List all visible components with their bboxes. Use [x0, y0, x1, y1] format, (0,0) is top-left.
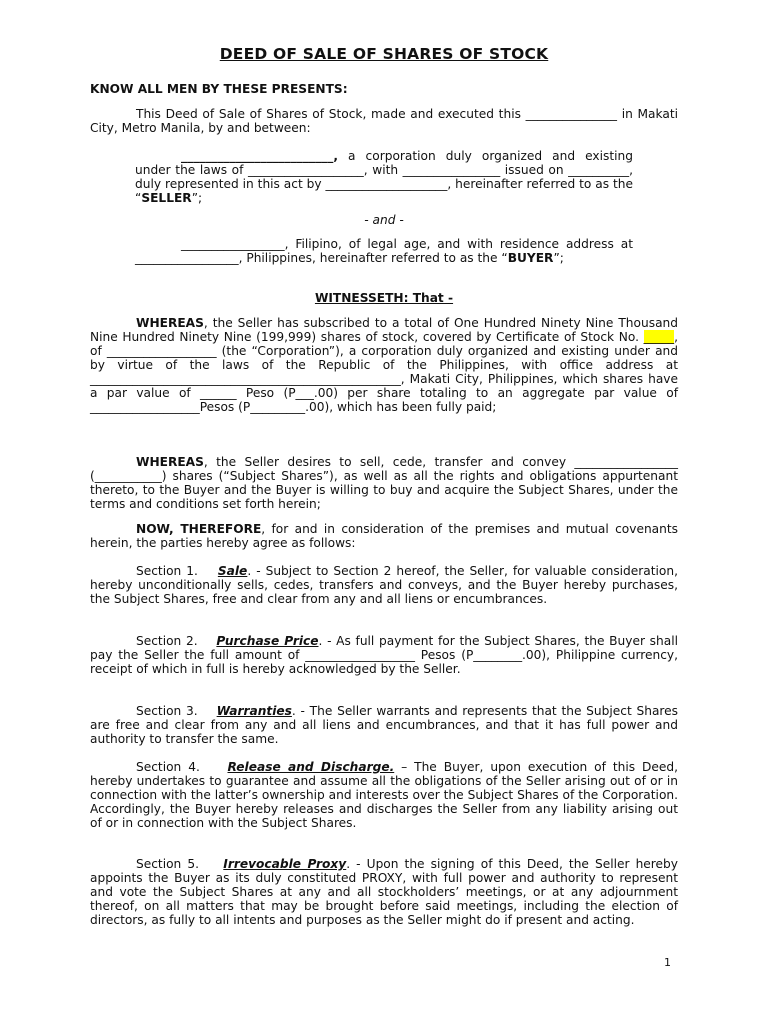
buyer-paragraph: _________________, Filipino, of legal age, and with residence address at _________________, Philippines, hereinafter referred to as the “BUYER”;: [135, 237, 633, 265]
seller-paragraph: _________________________, a corporation duly organized and existing under the laws of ___________________, with ________________ issued on __________, duly represented in this act by ____________________, hereinafter referred to as the “SELLER”;: [135, 149, 633, 205]
know-all-heading: KNOW ALL MEN BY THESE PRESENTS:: [90, 82, 348, 96]
seller-label: SELLER: [141, 191, 192, 205]
section-heading: Warranties: [216, 704, 292, 718]
section-heading: Release and Discharge.: [227, 760, 395, 774]
section-1: Section 1. Sale. - Subject to Section 2 hereof, the Seller, for valuable consideration, hereby unconditionally sells, cedes, transfers and conveys, and the Buyer hereby purchases, the Subject Shares, free and clear from any and all liens or encumbrances.: [90, 564, 678, 606]
seller-name-blank: _________________________,: [181, 149, 338, 163]
section-heading: Irrevocable Proxy: [223, 857, 347, 871]
intro-paragraph: This Deed of Sale of Shares of Stock, made and executed this _______________ in Makati City, Metro Manila, by and between:: [90, 107, 678, 135]
whereas-paragraph-2: WHEREAS, the Seller desires to sell, cede, transfer and convey _________________ (___________) shares (“Subject Shares”), as well as all the rights and obligations appurtenant thereto, to the Buyer and the Buyer is willing to buy and acquire the Subject Shares, under the terms and conditions set forth herein;: [90, 455, 678, 511]
section-4: Section 4. Release and Discharge. – The Buyer, upon execution of this Deed, hereby undertakes to guarantee and assume all the obligations of the Seller arising out of or in connection with the latter’s ownership and interests over the Subject Shares of the Corporation. Accordingly, the Buyer hereby releases and discharges the Seller from any liability arising out of or in connection with the Subject Shares.: [90, 760, 678, 830]
witnesseth-heading: WITNESSETH: That -: [314, 291, 454, 305]
certificate-number-blank: _____: [643, 330, 675, 344]
buyer-label: BUYER: [507, 251, 554, 265]
section-heading: Purchase Price: [216, 634, 319, 648]
section-2: Section 2. Purchase Price. - As full payment for the Subject Shares, the Buyer shall pay the Seller the full amount of __________________ Pesos (P________.00), Philippine currency, receipt of which in full is hereby acknowledged by the Seller.: [90, 634, 678, 676]
section-heading: Sale: [217, 564, 248, 578]
page-number: 1: [664, 956, 671, 969]
section-5: Section 5. Irrevocable Proxy. - Upon the signing of this Deed, the Seller hereby appoints the Buyer as its duly constituted PROXY, with full power and authority to represent and vote the Subject Shares at any and all stockholders’ meetings, or at any adjournment thereof, on all matters that may be brought before said meetings, including the election of directors, as fully to all intents and purposes as the Seller might do if present and acting.: [90, 857, 678, 927]
section-3: Section 3. Warranties. - The Seller warrants and represents that the Subject Shares are free and clear from any and all liens and encumbrances, and that it has full power and authority to transfer the same.: [90, 704, 679, 746]
now-therefore-paragraph: NOW, THEREFORE, for and in consideration of the premises and mutual covenants herein, the parties hereby agree as follows:: [90, 522, 678, 550]
and-separator: - and -: [364, 213, 404, 227]
whereas-paragraph-1: WHEREAS, the Seller has subscribed to a total of One Hundred Ninety Nine Thousand Nine Hundred Ninety Nine (199,999) shares of stock, covered by Certificate of Stock No. _____, of __________________ (the “Corporation”), a corporation duly organized and existing under and by virtue of the laws of the Republic of the Philippines, with office address at ___________________________________________________, Makati City, Philippines, which shares have a par value of ______ Peso (P___.00) per share totaling to an aggregate par value of __________________Pesos (P_________.00), which has been fully paid;: [90, 316, 678, 414]
document-title: DEED OF SALE OF SHARES OF STOCK: [219, 45, 549, 63]
